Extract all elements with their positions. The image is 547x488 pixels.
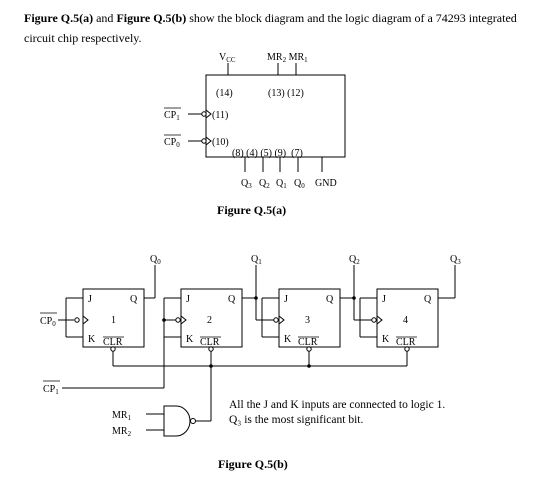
figure-b-caption: Figure Q.5(b) xyxy=(218,457,288,471)
ff4-number: 4 xyxy=(403,315,408,326)
vcc-label: $V_{CC}$ xyxy=(219,52,236,64)
intro-fig-a-ref: Figure Q.5(a) xyxy=(24,11,94,25)
nand-gate xyxy=(164,406,190,436)
cp0-input-label-b: $CP_0$ xyxy=(40,316,56,328)
ff1-q-label: Q xyxy=(130,294,138,305)
pin-14-label: (14) xyxy=(216,88,233,99)
intro-fig-b-ref: Figure Q.5(b) xyxy=(116,11,187,25)
cp1-input-label: $CP_1$ xyxy=(164,110,180,122)
note-line-1: All the J and K inputs are connected to logic 1. xyxy=(229,399,446,411)
nand-output-bubble xyxy=(191,419,196,424)
ff3-j-label: J xyxy=(284,294,288,305)
q3-output-label: $Q_3$ xyxy=(241,178,252,190)
ff2-q-label: Q xyxy=(228,294,236,305)
bottom-pins-label: (8) (4) (5) (9) (7) xyxy=(232,148,303,159)
ff4-clock-bubble xyxy=(372,318,376,322)
ff2-clock-bubble xyxy=(176,318,180,322)
gnd-label: GND xyxy=(315,178,337,189)
note-line-2: Q₃ is the most significant bit. xyxy=(229,414,364,426)
ff2-k-label: K xyxy=(186,334,194,345)
ff2-number: 2 xyxy=(207,315,212,326)
ff4-clr-label: CLR xyxy=(396,337,416,348)
ff3-q-label: Q xyxy=(326,294,334,305)
ff1-clr-label: CLR xyxy=(103,337,123,348)
pin-10-label: (10) xyxy=(212,137,229,148)
q0-top-label: $Q_0$ xyxy=(150,254,161,266)
junction-q2 xyxy=(352,296,356,300)
q1-output-label: $Q_1$ xyxy=(276,178,287,190)
mr-pins-label: $MR_2$ $MR_1$ xyxy=(267,52,308,64)
pin-13-12-label: (13) (12) xyxy=(268,88,304,99)
ff1-j-label: J xyxy=(88,294,92,305)
ff3-clock-bubble xyxy=(274,318,278,322)
q0-output-label: $Q_0$ xyxy=(294,178,305,190)
q1-top-label: $Q_1$ xyxy=(251,254,262,266)
ff4-q-label: Q xyxy=(424,294,432,305)
cp0-input-label: $CP_0$ xyxy=(164,137,180,149)
q2-top-label: $Q_2$ xyxy=(349,254,360,266)
cp1-input-label-b: $CP_1$ xyxy=(43,384,59,396)
junction-clr-2 xyxy=(209,364,213,368)
ff3-number: 3 xyxy=(305,315,310,326)
ff1-number: 1 xyxy=(111,315,116,326)
q3-top-label: $Q_3$ xyxy=(450,254,461,266)
ff3-clr-label: CLR xyxy=(298,337,318,348)
ff1-clock-bubble xyxy=(75,318,79,322)
ff2-clr-label: CLR xyxy=(200,337,220,348)
intro-and: and xyxy=(93,11,117,25)
ff3-k-label: K xyxy=(284,334,292,345)
junction-q1 xyxy=(254,296,258,300)
ff1-k-label: K xyxy=(88,334,96,345)
ff4-k-label: K xyxy=(382,334,390,345)
circuit-note xyxy=(229,398,445,428)
junction-clr-3 xyxy=(307,364,311,368)
q2-output-label: $Q_2$ xyxy=(259,178,270,190)
junction-ff2-clk xyxy=(162,318,166,322)
ff2-j-label: J xyxy=(186,294,190,305)
pin-11-label: (11) xyxy=(212,110,229,121)
ff4-j-label: J xyxy=(382,294,386,305)
intro-text: show the block diagram and the logic diagram of a 74293 integrated circuit chip respectively. xyxy=(24,11,517,45)
mr1-input-label: $MR_1$ xyxy=(112,410,132,422)
figure-a-caption: Figure Q.5(a) xyxy=(217,203,287,217)
mr2-input-label: $MR_2$ xyxy=(112,426,132,438)
